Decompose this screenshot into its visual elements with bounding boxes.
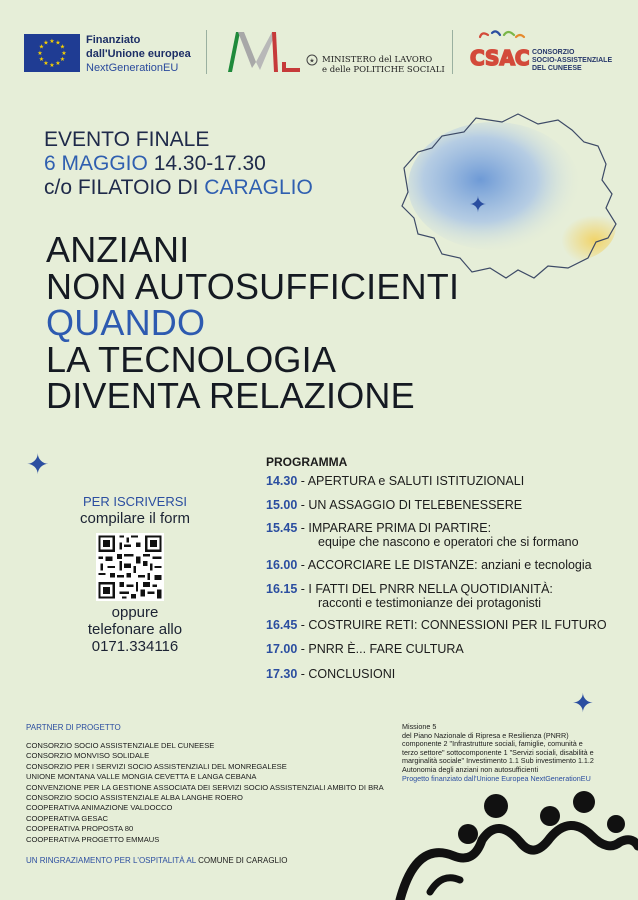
- programme-item: [266, 474, 626, 488]
- svg-text:★: ★: [49, 38, 55, 45]
- csac-line2: SOCIO-ASSISTENZIALE: [532, 57, 613, 64]
- svg-text:★: ★: [61, 50, 67, 57]
- event-place: [44, 176, 313, 200]
- svg-text:★: ★: [309, 57, 315, 65]
- ministry-line1: MINISTERO del LAVORO: [322, 55, 433, 65]
- programme-text: - APERTURA e SALUTI ISTITUZIONALI: [297, 474, 525, 488]
- headline-line5: DIVENTA RELAZIONE: [46, 375, 415, 416]
- programme-text: - COSTRUIRE RETI: CONNESSIONI PER IL FUTURO: [297, 618, 607, 632]
- ministry-line2: e delle POLITICHE SOCIALI: [322, 65, 445, 75]
- programme-item: [266, 667, 626, 681]
- mission-info: [402, 723, 624, 783]
- svg-text:★: ★: [49, 62, 55, 69]
- headline-line4: LA TECNOLOGIA: [46, 338, 337, 380]
- svg-text:★: ★: [55, 60, 61, 67]
- event-title: EVENTO FINALE: [44, 128, 210, 151]
- event-place-prefix: c/o FILATOIO DI: [44, 176, 199, 199]
- partner-item: COOPERATIVA PROPOSTA 80: [26, 824, 134, 834]
- ministry-ml-logo: [226, 28, 302, 74]
- partner-item: CONSORZIO MONVISO SOLIDALE: [26, 751, 150, 761]
- thanks-line: [26, 856, 287, 865]
- headline-line3: QUANDO: [46, 302, 206, 343]
- programme-text: - I FATTI DEL PNRR NELLA QUOTIDIANITÀ:: [297, 582, 553, 596]
- ministry-label: [322, 55, 445, 75]
- sparkle-icon: ✦: [26, 449, 50, 480]
- csac-logo: [468, 27, 530, 73]
- svg-text:★: ★: [59, 56, 66, 63]
- sparkle-icon: ✦: [572, 688, 594, 718]
- programme-time: 16.00: [266, 558, 298, 572]
- subscribe-form-label: compilare il form: [79, 510, 191, 527]
- thanks-text: UN RINGRAZIAMENTO PER L'OSPITALITÀ AL: [26, 856, 196, 865]
- eu-line3: NextGenerationEU: [86, 62, 179, 74]
- eu-line1: Finanziato: [86, 34, 141, 46]
- programme-text: - ACCORCIARE LE DISTANZE: anziani e tecnologia: [297, 558, 592, 572]
- svg-text:★: ★: [43, 39, 49, 47]
- header-divider: [452, 30, 453, 74]
- people-silhouettes-illustration: [370, 782, 638, 900]
- headline-line1: ANZIANI: [46, 229, 190, 270]
- programme-time: 17.30: [266, 667, 298, 681]
- programme-time: 15.45: [266, 521, 298, 535]
- partner-item: COOPERATIVA GESAC: [26, 813, 109, 823]
- programme-item: [266, 521, 626, 549]
- header-divider: [206, 30, 207, 74]
- mission-line: del Piano Nazionale di Ripresa e Resilienza (PNRR): [402, 730, 569, 740]
- programme-text: - PNRR È... FARE CULTURA: [297, 642, 464, 656]
- csac-label: [532, 49, 612, 73]
- event-date: 6 MAGGIO: [44, 152, 148, 175]
- qr-code[interactable]: [96, 533, 164, 601]
- programme-item: [266, 558, 626, 572]
- programme-item: [266, 618, 626, 632]
- mission-line: componente 2 "Infrastrutture sociali, famiglie, comunità e: [402, 739, 583, 749]
- svg-text:★: ★: [55, 39, 61, 47]
- headline: [46, 229, 460, 416]
- mission-line: Autonomia degli anziani non autosufficienti: [402, 764, 539, 774]
- mission-line: terzo settore" sottocomponente 1 "Servizi sociali, disabilità e: [402, 747, 594, 757]
- programme-subtext: equipe che nascono e operatori che si formano: [318, 535, 579, 549]
- programme-time: 16.15: [266, 582, 298, 596]
- programme-time: 15.00: [266, 498, 298, 512]
- partners-list: [26, 741, 384, 845]
- programme-item: [266, 498, 626, 512]
- programme-subtext: racconti e testimonianze dei protagonisti: [318, 596, 542, 610]
- sparkle-icon: ✦: [468, 193, 488, 218]
- programme-item: [266, 582, 626, 610]
- csac-line3: DEL CUNEESE: [532, 65, 582, 72]
- programme-item: [266, 642, 626, 656]
- csac-line1: CONSORZIO: [532, 49, 575, 56]
- subscribe-phone[interactable]: 0171.334116: [91, 638, 179, 655]
- event-place-name: CARAGLIO: [204, 176, 313, 199]
- programme-time: 17.00: [266, 642, 298, 656]
- svg-text:★: ★: [38, 43, 45, 51]
- programme-time: 14.30: [266, 474, 298, 488]
- svg-text:★: ★: [37, 50, 43, 57]
- partner-item: CONSORZIO SOCIO ASSISTENZIALE ALBA LANGHE ROERO: [26, 793, 243, 803]
- subscribe-title: PER ISCRIVERSI: [82, 494, 188, 509]
- partner-item: COOPERATIVA ANIMAZIONE VALDOCCO: [26, 803, 173, 813]
- partner-item: CONSORZIO SOCIO ASSISTENZIALE DEL CUNEESE: [26, 741, 215, 750]
- subscribe-phone-label: telefonare allo: [87, 621, 183, 638]
- partners-title: PARTNER DI PROGETTO: [26, 723, 121, 732]
- event-datetime: [44, 152, 313, 176]
- mission-funded: Progetto finanziato dall'Unione Europea NextGenerationEU: [402, 773, 591, 783]
- programme-title: PROGRAMMA: [266, 455, 348, 469]
- italian-emblem-icon: [306, 53, 318, 67]
- svg-text:★: ★: [43, 60, 49, 67]
- eu-flag-icon: [24, 34, 80, 72]
- partner-item: UNIONE MONTANA VALLE MONGIA CEVETTA E LANGA CEBANA: [26, 772, 257, 782]
- event-info: [44, 128, 313, 200]
- csac-logo-text: CSAC: [470, 46, 530, 70]
- eu-line2: dall'Unione europea: [86, 48, 191, 60]
- subscribe-alt: [60, 604, 210, 655]
- programme-text: - IMPARARE PRIMA DI PARTIRE:: [297, 521, 492, 535]
- partner-item: CONSORZIO PER I SERVIZI SOCIO ASSISTENZIALI DEL MONREGALESE: [26, 761, 287, 771]
- programme-time: 16.45: [266, 618, 298, 632]
- partner-item: COOPERATIVA PROGETTO EMMAUS: [26, 834, 160, 844]
- eu-funding-label: [86, 33, 191, 75]
- event-time: 14.30-17.30: [153, 152, 266, 175]
- subscribe-or: oppure: [111, 604, 159, 621]
- svg-text:★: ★: [59, 43, 66, 51]
- programme-text: - UN ASSAGGIO DI TELEBENESSERE: [297, 498, 523, 512]
- headline-line2: NON AUTOSUFFICIENTI: [46, 265, 460, 307]
- svg-text:★: ★: [38, 56, 45, 63]
- programme-text: - CONCLUSIONI: [297, 667, 396, 681]
- mission-line: marginalità sociale" Investimento 1.1 Sub investimento 1.1.2: [402, 756, 594, 766]
- thanks-target: COMUNE DI CARAGLIO: [198, 856, 288, 865]
- partner-item: CONVENZIONE PER LA GESTIONE ASSOCIATA DEI SERVIZI SOCIO ASSISTENZIALI AMBITO DI BRA: [26, 782, 384, 792]
- mission-line: Missione 5: [402, 722, 437, 731]
